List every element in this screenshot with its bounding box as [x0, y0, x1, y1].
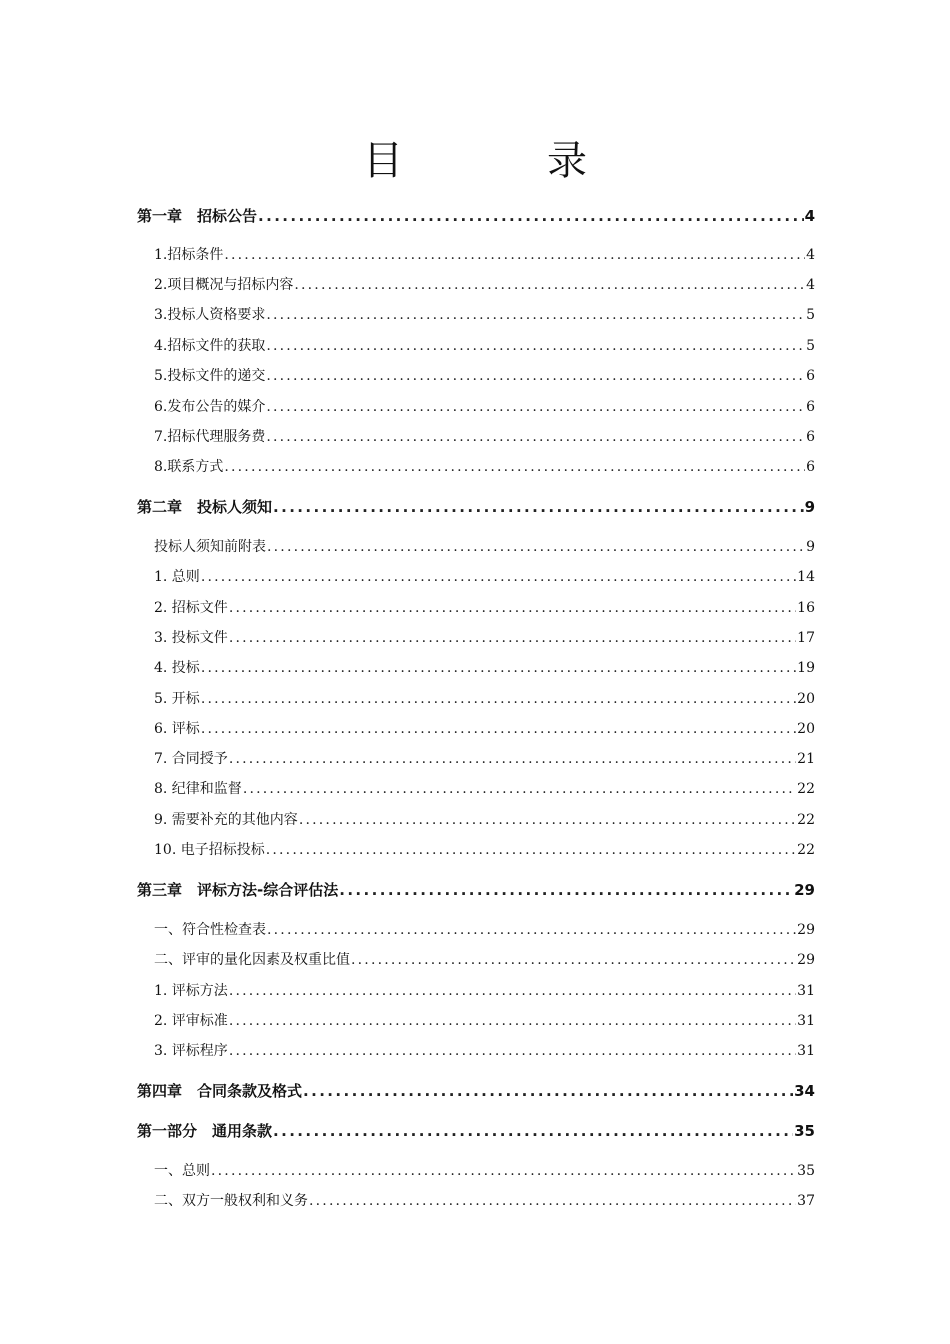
toc-leader-dots: [229, 983, 796, 999]
toc-leader-dots: [273, 498, 804, 516]
toc-leader-dots: [266, 399, 805, 415]
toc-leader-dots: [294, 277, 805, 293]
toc-page-number: 31: [797, 1013, 815, 1029]
toc-page-number: 21: [797, 751, 815, 767]
toc-page-number: 9: [804, 498, 815, 516]
toc-entry-label: 8.联系方式: [154, 459, 224, 475]
toc-leader-dots: [229, 1043, 796, 1059]
toc-entry-label: 6.发布公告的媒介: [154, 399, 266, 415]
toc-chapter-entry[interactable]: [137, 1120, 815, 1141]
toc-page-number: 35: [797, 1163, 815, 1179]
toc-leader-dots: [224, 247, 805, 263]
toc-leader-dots: [229, 600, 796, 616]
toc-entry-label: 第二章 投标人须知: [137, 498, 273, 516]
toc-page-number: 29: [797, 922, 815, 938]
toc-section-entry[interactable]: [154, 1010, 815, 1030]
toc-entry-label: 7.招标代理服务费: [154, 429, 266, 445]
toc-chapter-entry[interactable]: [137, 205, 815, 226]
toc-entry-label: 1.招标条件: [154, 247, 224, 263]
toc-section-entry[interactable]: [154, 274, 815, 294]
toc-leader-dots: [201, 721, 796, 737]
toc-leader-dots: [201, 569, 796, 585]
toc-leader-dots: [266, 368, 805, 384]
toc-section-entry[interactable]: [154, 1160, 815, 1180]
toc-page-number: 4: [806, 277, 815, 293]
toc-entry-label: 5. 开标: [154, 691, 200, 707]
toc-leader-dots: [229, 1013, 796, 1029]
toc-section-entry[interactable]: [154, 1040, 815, 1060]
toc-leader-dots: [266, 338, 805, 354]
toc-page-number: 31: [797, 1043, 815, 1059]
toc-section-entry[interactable]: [154, 304, 815, 324]
toc-section-entry[interactable]: [154, 396, 815, 416]
toc-entry-label: 1. 评标方法: [154, 983, 228, 999]
toc-leader-dots: [266, 429, 805, 445]
toc-section-entry[interactable]: [154, 748, 815, 768]
toc-page-number: 4: [806, 247, 815, 263]
toc-entry-label: 2. 招标文件: [154, 600, 228, 616]
toc-entry-label: 3.投标人资格要求: [154, 307, 266, 323]
toc-entry-label: 9. 需要补充的其他内容: [154, 812, 298, 828]
toc-leader-dots: [267, 922, 796, 938]
toc-entry-label: 二、双方一般权利和义务: [154, 1193, 308, 1209]
toc-section-entry[interactable]: [154, 597, 815, 617]
toc-leader-dots: [273, 1122, 793, 1140]
toc-leader-dots: [309, 1193, 796, 1209]
toc-page-number: 6: [806, 429, 815, 445]
toc-page-number: 6: [806, 368, 815, 384]
toc-section-entry[interactable]: [154, 426, 815, 446]
toc-leader-dots: [258, 207, 804, 225]
toc-leader-dots: [339, 881, 793, 899]
toc-section-entry[interactable]: [154, 657, 815, 677]
toc-page-number: 37: [797, 1193, 815, 1209]
toc-entry-label: 7. 合同授予: [154, 751, 228, 767]
toc-chapter-entry[interactable]: [137, 1080, 815, 1101]
toc-section-entry[interactable]: [154, 566, 815, 586]
toc-entry-label: 5.投标文件的递交: [154, 368, 266, 384]
toc-page-number: 17: [797, 630, 815, 646]
toc-entry-label: 2. 评审标准: [154, 1013, 228, 1029]
toc-leader-dots: [267, 539, 805, 555]
toc-section-entry[interactable]: [154, 627, 815, 647]
toc-leader-dots: [229, 630, 796, 646]
toc-entry-label: 第一部分 通用条款: [137, 1122, 273, 1140]
toc-entry-label: 6. 评标: [154, 721, 200, 737]
toc-page-number: 22: [797, 781, 815, 797]
toc-entry-label: 投标人须知前附表: [154, 539, 266, 555]
toc-page-number: 22: [797, 842, 815, 858]
toc-chapter-entry[interactable]: [137, 496, 815, 517]
toc-section-entry[interactable]: [154, 718, 815, 738]
toc-leader-dots: [266, 842, 796, 858]
toc-entry-label: 4.招标文件的获取: [154, 338, 266, 354]
toc-entry-label: 一、总则: [154, 1163, 210, 1179]
toc-entry-label: 3. 投标文件: [154, 630, 228, 646]
toc-page-number: 6: [806, 399, 815, 415]
toc-page-number: 19: [797, 660, 815, 676]
toc-entry-label: 第一章 招标公告: [137, 207, 258, 225]
toc-page-number: 4: [804, 207, 815, 225]
toc-page-number: 20: [797, 721, 815, 737]
toc-chapter-entry[interactable]: [137, 879, 815, 900]
toc-page-number: 29: [794, 881, 815, 899]
toc-entry-label: 第三章 评标方法-综合评估法: [137, 881, 339, 899]
toc-entry-label: 3. 评标程序: [154, 1043, 228, 1059]
toc-section-entry[interactable]: [154, 244, 815, 264]
toc-section-entry[interactable]: [154, 839, 815, 859]
toc-page-number: 5: [806, 307, 815, 323]
toc-leader-dots: [266, 307, 805, 323]
toc-page-number: 22: [797, 812, 815, 828]
toc-entry-label: 第四章 合同条款及格式: [137, 1082, 303, 1100]
toc-leader-dots: [243, 781, 796, 797]
toc-entry-label: 2.项目概况与招标内容: [154, 277, 294, 293]
toc-section-entry[interactable]: [154, 949, 815, 969]
toc-page-number: 29: [797, 952, 815, 968]
toc-section-entry[interactable]: [154, 809, 815, 829]
toc-entry-label: 二、评审的量化因素及权重比值: [154, 952, 350, 968]
toc-page-number: 14: [797, 569, 815, 585]
toc-leader-dots: [211, 1163, 796, 1179]
toc-page-number: 31: [797, 983, 815, 999]
toc-entry-label: 一、符合性检查表: [154, 922, 266, 938]
toc-page-number: 9: [806, 539, 815, 555]
toc-entry-label: 10. 电子招标投标: [154, 842, 265, 858]
toc-leader-dots: [299, 812, 796, 828]
toc-section-entry[interactable]: [154, 1190, 815, 1210]
toc-section-entry[interactable]: [154, 688, 815, 708]
toc-page-number: 5: [806, 338, 815, 354]
toc-page-number: 35: [794, 1122, 815, 1140]
toc-section-entry[interactable]: [154, 778, 815, 798]
toc-leader-dots: [351, 952, 796, 968]
toc-page-number: 34: [794, 1082, 815, 1100]
toc-section-entry[interactable]: [154, 456, 815, 476]
toc-section-entry[interactable]: [154, 335, 815, 355]
toc-page-number: 6: [806, 459, 815, 475]
toc-entry-label: 4. 投标: [154, 660, 200, 676]
toc-entry-label: 1. 总则: [154, 569, 200, 585]
toc-section-entry[interactable]: [154, 980, 815, 1000]
toc-page-number: 16: [797, 600, 815, 616]
toc-section-entry[interactable]: [154, 365, 815, 385]
toc-page-number: 20: [797, 691, 815, 707]
toc-title: 目 录: [363, 138, 639, 184]
toc-leader-dots: [224, 459, 805, 475]
toc-leader-dots: [303, 1082, 793, 1100]
toc-leader-dots: [229, 751, 796, 767]
toc-entry-label: 8. 纪律和监督: [154, 781, 242, 797]
toc-section-entry[interactable]: [154, 919, 815, 939]
toc-leader-dots: [201, 691, 796, 707]
toc-leader-dots: [201, 660, 796, 676]
toc-section-entry[interactable]: [154, 536, 815, 556]
